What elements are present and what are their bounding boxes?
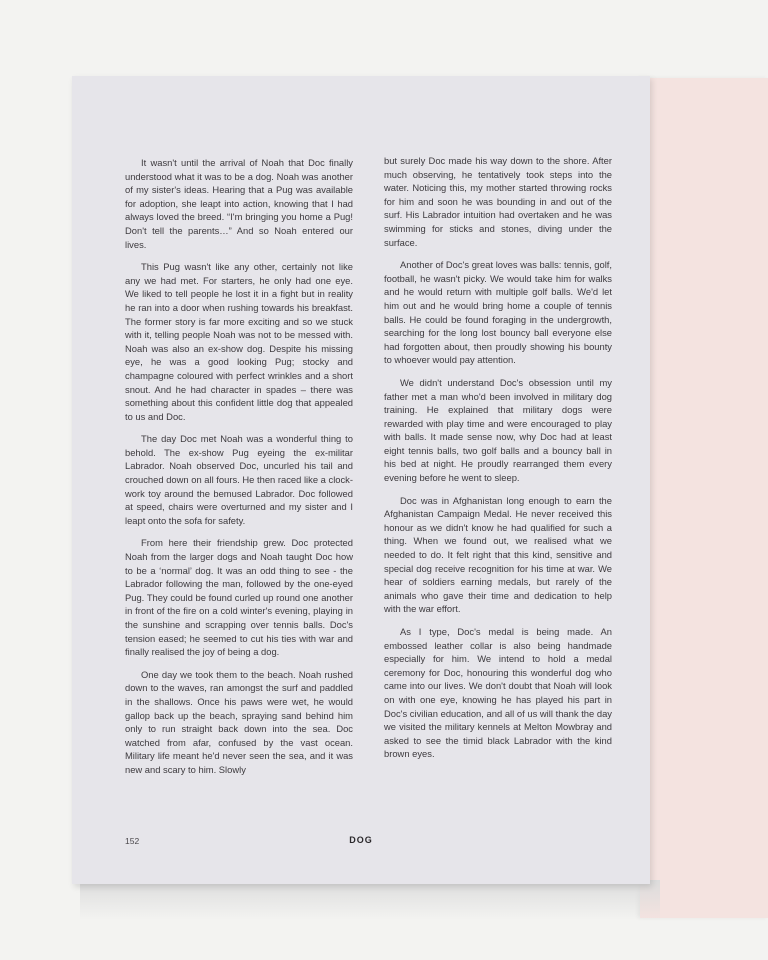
paragraph: As I type, Doc's medal is being made. An embossed leather collar is also being handmade especially for him. We intend to hold a medal ceremony for Doc, honouring this wonderful dog who came into our lives. We don't doubt that Noah will look on with one eye, knowing he has played his part in Doc's civilian education, and all of us will thank the day we visited the military kennels at Melton Mowbray and asked to see the timid black Labrador with the kind brown eyes. (384, 626, 612, 760)
paragraph: Another of Doc's great loves was balls: tennis, golf, football, he wasn't picky. We would take him for walks and he would return with multiple golf balls. We'd let him out and he would bring home a couple of tennis balls. He could be found foraging in the undergrowth, searching for the long lost bouncy ball everyone else had forgotten about, then proudly showing his bounty to whoever would pay attention. (384, 259, 612, 366)
paragraph: We didn't understand Doc's obsession until my father met a man who'd been involved in military dog training. He explained that military dogs were rewarded with play time and were encouraged to play with balls. It made sense now, why Doc had at least eight tennis balls, two golf balls and a bouncy ball in his bed at night. He proudly rearranged them every evening before he went to sleep. (384, 376, 612, 484)
left-text-column (125, 156, 353, 786)
paragraph: The day Doc met Noah was a wonderful thing to behold. The ex-show Pug eyeing the ex-militar Labrador. Noah observed Doc, uncurled his tail and crouched down on all fours. He then raced like a clock-work toy around the bemused Labrador. Doc followed at speed, chairs were overturned and my sister and I leapt onto the sofa for safety. (125, 433, 353, 526)
paragraph: Doc was in Afghanistan long enough to earn the Afghanistan Campaign Medal. He never received this honour as we didn't know he had qualified for such a thing. When we found out, we realised what we needed to do. It felt right that this kind, sensitive and special dog receive recognition for his time at war. We hear of soldiers earning medals, but rarely of the animals who gave their time and dedication to help with the war effort. (384, 494, 612, 615)
right-text-column (384, 154, 612, 770)
paragraph: This Pug wasn't like any other, certainly not like any we had met. For starters, he only had one eye. We liked to tell people he lost it in a fight but in reality he ran into a door when rushing towards his breakfast. The former story is far more exciting and so we stuck with it, telling people Noah was not to be messed with. Noah was also an ex-show dog. Despite his missing eye, he was a good looking Pug; stocky and champagne coloured with perfect wrinkles and a short snout. And he had character in spades – there was something about this confident little dog that appealed to us and Doc. (125, 261, 353, 422)
paragraph: One day we took them to the beach. Noah rushed down to the waves, ran amongst the surf and paddled in the shallows. Once his paws were wet, he would gallop back up the beach, spraying sand behind him only to run straight back down into the sea. Doc watched from afar, confused by the vast ocean. Military life meant he'd never seen the sea, and it was new and scary to him. Slowly (125, 668, 353, 775)
running-head: DOG (349, 835, 373, 845)
paragraph: but surely Doc made his way down to the shore. After much observing, he tentatively took steps into the water. Noticing this, my mother started throwing rocks for him and soon he was bounding in and out of the surf. His Labrador intuition had overtaken and he was swimming for sticks and stones, diving under the surface. (384, 155, 612, 248)
page-shadow (80, 880, 660, 920)
page-number: 152 (125, 836, 140, 846)
paragraph: From here their friendship grew. Doc protected Noah from the larger dogs and Noah taught Doc how to be a ‘normal’ dog. It was an odd thing to see - the Labrador following the man, followed by the one-eyed Pug. They could be found curled up round one another in front of the fire on a cold winter's evening, playing in the sunshine and scrapping over tennis balls. Doc's tension eased; he seemed to cut his ties with war and finally realised the joy of being a dog. (125, 537, 353, 658)
paragraph: It wasn't until the arrival of Noah that Doc finally understood what it was to be a dog. Noah was another of my sister's ideas. Hearing that a Pug was available for adoption, she leapt into action, knowing that I had always loved the breed. “I'm bringing you home a Pug! Don't tell the parents…” And so Noah entered our lives. (125, 157, 353, 250)
magazine-page (72, 76, 650, 884)
adjacent-page (640, 78, 768, 918)
